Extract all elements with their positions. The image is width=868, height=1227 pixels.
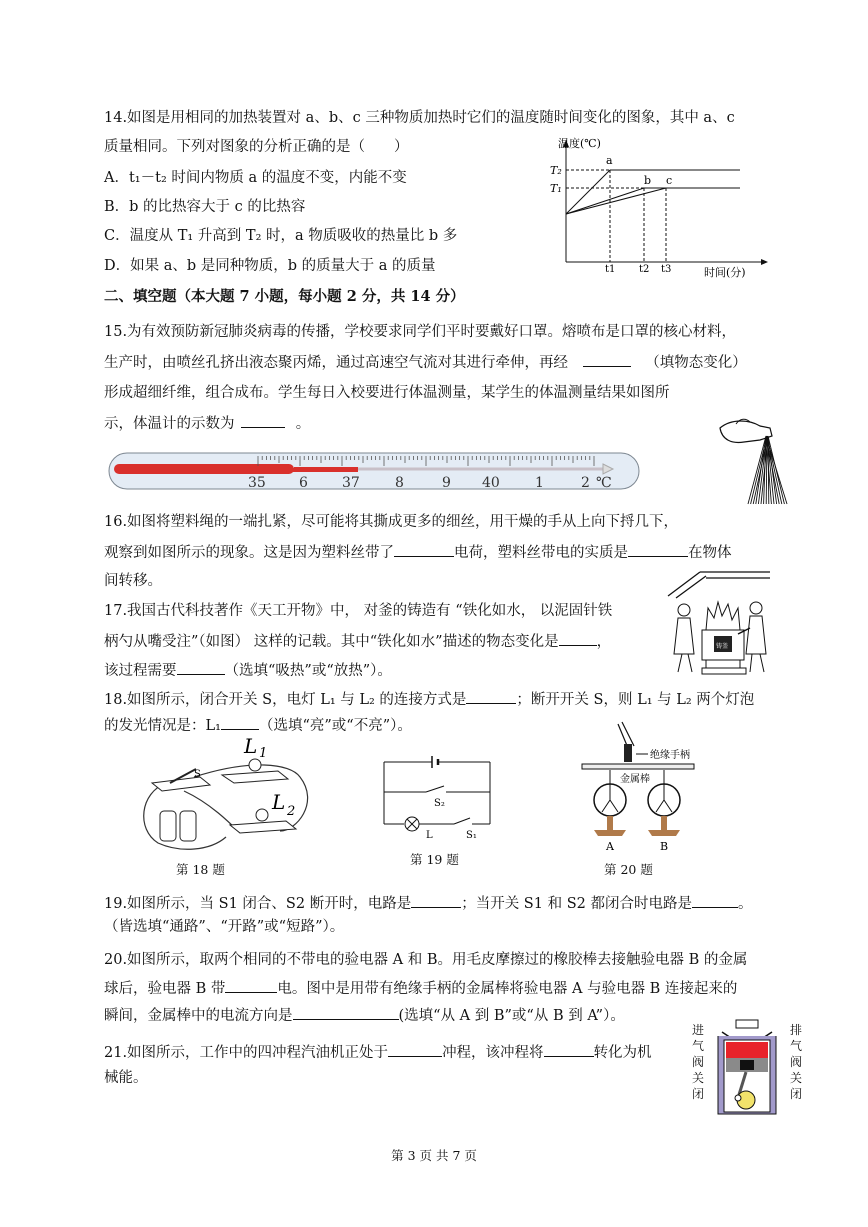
q15-line4-end: 。 xyxy=(295,416,311,432)
q15-line4 xyxy=(104,413,310,434)
q21-line1-mid: 冲程，该冲程将 xyxy=(442,1045,544,1061)
clinical-thermometer-figure xyxy=(108,450,642,496)
fig18-circuit-illustration xyxy=(130,733,320,855)
q17-line3-hint: （选填“吸热”或“放热”）。 xyxy=(224,663,392,679)
four-stroke-engine-figure xyxy=(708,1018,786,1118)
q15-line1: 15.为有效预防新冠肺炎病毒的传播，学校要求同学们平时要戴好口罩。熔喷布是口罩的核心材料， xyxy=(104,324,737,340)
q18-line1-text: 18.如图所示，闭合开关 S，电灯 L₁ 与 L₂ 的连接方式是 xyxy=(104,692,467,708)
q14-option-b: B．b 的比热容大于 c 的比热容 xyxy=(104,199,306,215)
q20-blank-charge[interactable] xyxy=(225,978,277,993)
thermo-label-35: 35 xyxy=(248,475,266,491)
exhaust-char-3: 阀 xyxy=(789,1055,802,1069)
q17-line2-text: 柄勺从嘴受注”（如图） 这样的记载。其中“铁化如水”描述的物态变化是 xyxy=(104,634,559,650)
q17-line1: 17.我国古代科技著作《天工开物》中， 对釜的铸造有 “铁化如水， 以泥固针铁 xyxy=(104,603,613,619)
thermo-label-37: 37 xyxy=(342,475,360,491)
fig19-caption: 第 19 题 xyxy=(410,852,459,867)
q20-line1: 20.如图所示，取两个相同的不带电的验电器 A 和 B。用毛皮摩擦过的橡胶棒去接触验电器 B 的金属 xyxy=(104,952,748,968)
fig18-caption: 第 18 题 xyxy=(176,862,225,877)
q16-line2-end: 在物体 xyxy=(688,545,732,561)
q19-line1-text: 19.如图所示，当 S1 闭合、S2 断开时，电路是 xyxy=(104,896,412,912)
q17-line2-end: ， xyxy=(596,634,612,650)
q19-blank-s1-closed[interactable] xyxy=(411,893,461,908)
ancient-casting-figure xyxy=(660,568,772,680)
intake-char-4: 关 xyxy=(691,1071,704,1085)
q15-line4-text: 示，体温计的示数为 xyxy=(104,416,235,432)
q14-line1: 14.如图是用相同的加热装置对 a、b、c 三种物质加热时它们的温度随时间变化的图象，其中 a、c xyxy=(104,110,735,126)
q20-line2-text: 球后，验电器 B 带 xyxy=(104,981,226,997)
thermo-label-celsius: ℃ xyxy=(596,475,612,491)
q20-line2 xyxy=(104,978,737,999)
q14-option-c: C．温度从 T₁ 升高到 T₂ 时，a 物质吸收的热量比 b 多 xyxy=(104,228,458,244)
exhaust-char-5: 闭 xyxy=(789,1087,802,1101)
graph-xlabel: 时间(分) xyxy=(704,266,746,279)
graph-t2-tick: t2 xyxy=(639,264,650,275)
graph-c-label: c xyxy=(666,174,673,187)
q15-blank-thermometer-reading[interactable] xyxy=(241,413,285,428)
fig20-label-b: B xyxy=(660,840,669,852)
fig19-s1-label: S₁ xyxy=(466,830,477,840)
page-footer: 第 3 页 共 7 页 xyxy=(391,1148,477,1163)
fig18-l1-label: L xyxy=(244,734,258,758)
engine-intake-valve-label xyxy=(688,1022,708,1102)
q16-blank-charge-essence[interactable] xyxy=(628,542,688,557)
fig20-electroscopes xyxy=(580,720,700,852)
q16-line2-text: 观察到如图所示的现象。这是因为塑料丝带了 xyxy=(104,545,394,561)
q18-line2-hint: （选填“亮”或“不亮”）。 xyxy=(258,718,412,734)
fig18-switch-label: S xyxy=(194,769,201,780)
q21-line1 xyxy=(104,1042,652,1063)
q20-line3-hint: (选填“从 A 到 B”或“从 B 到 A”）。 xyxy=(398,1008,625,1024)
q21-blank-energy[interactable] xyxy=(544,1042,594,1057)
q15-line2 xyxy=(104,352,747,373)
fig19-s2-label: S₂ xyxy=(434,798,445,809)
exhaust-char-4: 关 xyxy=(789,1071,802,1085)
thermo-label-2: 2 xyxy=(581,475,590,491)
graph-T2-label: T₂ xyxy=(550,164,562,177)
fig20-caption: 第 20 题 xyxy=(604,862,653,877)
q17-blank-state-change[interactable] xyxy=(559,631,597,646)
q14-line2: 质量相同。下列对图象的分析正确的是（ ） xyxy=(104,139,409,155)
graph-t3-tick: t3 xyxy=(661,264,672,275)
graph-T1-label: T₁ xyxy=(550,182,562,195)
fig18-l2-subscript: 2 xyxy=(287,804,296,819)
q15-line3: 形成超细纤维，组合成布。学生每日入校要进行体温测量，某学生的体温测量结果如图所 xyxy=(104,385,670,401)
q16-line2 xyxy=(104,542,732,563)
intake-char-3: 阀 xyxy=(691,1055,704,1069)
q16-blank-charge-type[interactable] xyxy=(394,542,454,557)
plastic-strands-hand-figure xyxy=(716,410,788,506)
q16-line2-mid: 电荷，塑料丝带电的实质是 xyxy=(454,545,628,561)
q19-blank-both-closed[interactable] xyxy=(692,893,738,908)
intake-char-5: 闭 xyxy=(691,1087,704,1101)
q21-blank-stroke[interactable] xyxy=(388,1042,442,1057)
q20-blank-current-direction[interactable] xyxy=(293,1005,399,1020)
q16-line3: 间转移。 xyxy=(104,573,162,589)
q14-option-d: D．如果 a、b 是同种物质，b 的质量大于 a 的质量 xyxy=(104,258,436,274)
q15-line2-text: 生产时，由喷丝孔挤出液态聚丙烯，通过高速空气流对其进行牵伸，再经 xyxy=(104,355,568,371)
q19-line1-end: 。 xyxy=(737,896,753,912)
q21-line1-text: 21.如图所示，工作中的四冲程汽油机正处于 xyxy=(104,1045,389,1061)
thermo-label-1: 1 xyxy=(535,475,544,491)
fig19-lamp-label: L xyxy=(426,830,433,840)
q21-line1-end: 转化为机 xyxy=(593,1045,652,1061)
graph-t1-tick: t1 xyxy=(605,264,616,275)
section-2-heading: 二、填空题（本大题 7 小题，每小题 2 分，共 14 分） xyxy=(104,288,465,305)
q18-blank-connection[interactable] xyxy=(466,689,516,704)
plastic-strand-lines xyxy=(748,436,787,504)
thermo-label-9: 9 xyxy=(442,475,451,491)
q20-line2-end: 电。图中是用带有绝缘手柄的金属棒将验电器 A 与验电器 B 连接起来的 xyxy=(277,981,738,997)
q14-temperature-graph xyxy=(548,134,788,280)
engine-exhaust-valve-label xyxy=(786,1022,806,1102)
q19-line2: （皆选填“通路”、“开路”或“短路”）。 xyxy=(104,919,345,935)
q15-line2-hint: （填物态变化） xyxy=(645,355,747,371)
casting-furnace-label: 铸釜 xyxy=(716,643,729,650)
graph-b-label: b xyxy=(644,174,652,187)
fig19-circuit-diagram xyxy=(376,750,496,840)
graph-ylabel: 温度(℃) xyxy=(558,137,601,150)
q21-line2: 械能。 xyxy=(104,1070,148,1086)
q14-option-a: A．t₁－t₂ 时间内物质 a 的温度不变，内能不变 xyxy=(104,170,407,186)
q19-line1-mid: ；当开关 S1 和 S2 都闭合时电路是 xyxy=(461,896,692,912)
fig20-handle-label: 绝缘手柄 xyxy=(650,750,690,761)
thermo-label-6: 6 xyxy=(299,475,308,491)
q18-line1 xyxy=(104,689,754,710)
intake-char-1: 进 xyxy=(691,1023,704,1037)
q17-blank-heat[interactable] xyxy=(177,660,225,675)
fig20-rod-label: 金属棒 xyxy=(620,774,650,785)
q15-blank-state-change[interactable] xyxy=(583,352,631,367)
q18-blank-l1-state[interactable] xyxy=(221,715,259,730)
q17-line3 xyxy=(104,660,392,681)
thermo-label-8: 8 xyxy=(395,475,404,491)
q18-line1-end: ；断开开关 S，则 L₁ 与 L₂ 两个灯泡 xyxy=(516,692,755,708)
q17-line2 xyxy=(104,631,611,652)
q17-line3-text: 该过程需要 xyxy=(104,663,177,679)
q20-line3-text: 瞬间，金属棒中的电流方向是 xyxy=(104,1008,293,1024)
q18-line2-text: 的发光情况是：L₁ xyxy=(104,718,221,734)
thermo-label-40: 40 xyxy=(482,475,500,491)
graph-a-label: a xyxy=(606,154,613,167)
q20-line3 xyxy=(104,1005,625,1026)
exhaust-char-2: 气 xyxy=(789,1039,802,1053)
fig20-label-a: A xyxy=(606,840,614,852)
exhaust-char-1: 排 xyxy=(789,1023,802,1037)
q19-line1 xyxy=(104,893,752,914)
q16-line1: 16.如图将塑料绳的一端扎紧，尽可能将其撕成更多的细丝，用干燥的手从上向下捋几下， xyxy=(104,514,679,530)
fig18-l1-subscript: 1 xyxy=(259,746,268,761)
intake-char-2: 气 xyxy=(691,1039,704,1053)
fig18-l2-label: L xyxy=(272,790,286,814)
